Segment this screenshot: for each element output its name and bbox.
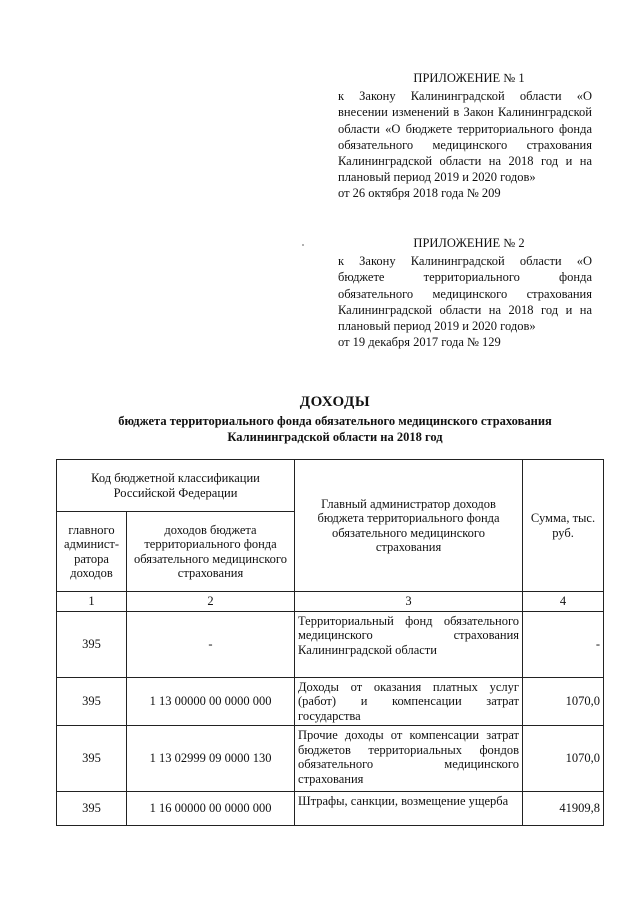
header-admin-name: Главный администратор доходов бюджета территориального фонда обязательного медицинского страхования [295,460,523,592]
cell-amount: 1070,0 [523,677,604,726]
appendix-2-body: к Закону Калининградской области «О бюджете территориального фонда обязательного медицинского страхования Калининградской области на 2018 год и на плановый период 2019 и 2020 годов» [338,254,592,334]
table-row [57,677,604,726]
header-income-code: доходов бюджета территориального фонда обязательного медицинского страхования [127,512,295,592]
cell-income-code: 1 16 00000 00 0000 000 [127,792,295,826]
cell-admin-name: Территориальный фонд обязательного медицинского страхования Калининградской области [295,611,523,677]
cell-admin-code: 395 [57,611,127,677]
scan-speck [302,244,304,246]
cell-income-code: 1 13 00000 00 0000 000 [127,677,295,726]
appendix-2-title: ПРИЛОЖЕНИЕ № 2 [413,236,525,250]
cell-income-code: 1 13 02999 09 0000 130 [127,726,295,792]
table-row [57,611,604,677]
cell-admin-name: Прочие доходы от компенсации затрат бюджетов территориальных фондов обязательного медицинского страхования [295,726,523,792]
cell-amount: - [523,611,604,677]
column-number: 4 [523,592,604,612]
cell-admin-code: 395 [57,792,127,826]
appendix-1-body: к Закону Калининградской области «О внесении изменений в Закон Калининградской области «О бюджете территориального фонда обязательного медицинского страхования Калининградской области на 2018 год и на плановый период 2019 и 2020 годов» [338,89,592,185]
table-row [57,792,604,826]
cell-admin-name: Штрафы, санкции, возмещение ущерба [295,792,523,826]
header-admin-code: главного админист-ратора доходов [57,512,127,592]
appendix-2-date: от 19 декабря 2017 года № 129 [338,335,501,350]
appendix-1-date: от 26 октября 2018 года № 209 [338,186,501,201]
appendix-1-block [338,70,592,202]
appendix-1-title: ПРИЛОЖЕНИЕ № 1 [413,71,525,85]
document-heading [40,394,630,445]
header-code-group: Код бюджетной классификации Российской Федерации [57,460,295,512]
column-number: 3 [295,592,523,612]
table-row [57,726,604,792]
header-amount: Сумма, тыс. руб. [523,460,604,592]
appendix-2-block [338,235,592,350]
heading-line-1: бюджета территориального фонда обязательного медицинского страхования [118,414,552,428]
cell-income-code: - [127,611,295,677]
cell-admin-code: 395 [57,677,127,726]
cell-amount: 41909,8 [523,792,604,826]
cell-amount: 1070,0 [523,726,604,792]
cell-admin-code: 395 [57,726,127,792]
heading-line-2: Калининградской области на 2018 год [227,429,443,444]
heading-title: ДОХОДЫ [299,394,371,410]
income-table [56,459,604,826]
column-number: 1 [57,592,127,612]
column-number: 2 [127,592,295,612]
cell-admin-name: Доходы от оказания платных услуг (работ) и компенсации затрат государства [295,677,523,726]
